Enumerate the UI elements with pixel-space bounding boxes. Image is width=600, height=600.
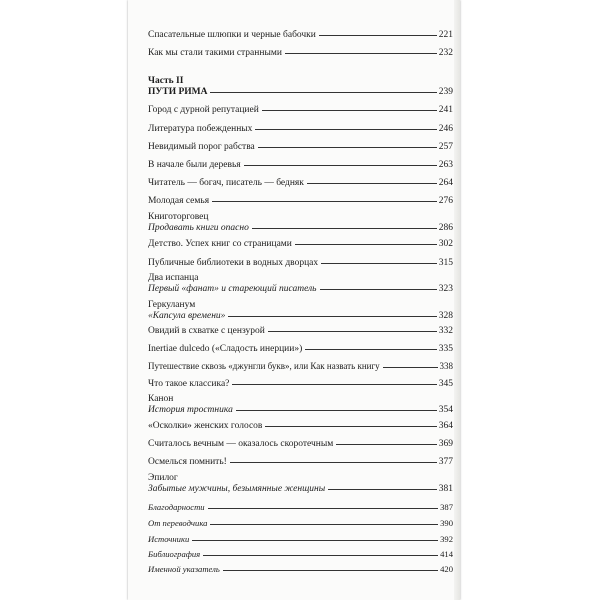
toc-entry (148, 284, 453, 295)
toc-entry-title: История тростника (148, 405, 233, 415)
toc-entry-title: Молодая семья (148, 196, 210, 206)
toc-entry-title: Невидимый порог рабства (148, 142, 255, 152)
toc-entry (148, 239, 453, 250)
leader-line (212, 201, 437, 202)
toc-entry-title: Детство. Успех книг со страницами (148, 239, 292, 249)
leader-line (203, 555, 438, 556)
leader-line (383, 367, 438, 368)
toc-entry-title: Публичные библиотеки в водных дворцах (148, 258, 319, 268)
toc-entry-page: 345 (438, 379, 453, 389)
toc-entry (148, 439, 453, 450)
toc-entry-title: Что такое классика? (148, 379, 230, 389)
toc-entry-page: 246 (438, 124, 453, 134)
leader-line (320, 289, 437, 290)
leader-line (210, 92, 436, 93)
toc-entry-title: От переводчика (148, 518, 208, 528)
toc-section-heading: Канон (148, 394, 174, 404)
toc-entry (148, 344, 453, 355)
toc-entry-page: 239 (438, 87, 453, 97)
part-label: Часть II (148, 76, 184, 86)
toc-entry-page: 369 (438, 439, 453, 449)
toc-entry (148, 196, 453, 207)
toc-entry (148, 484, 453, 495)
leader-line (252, 228, 437, 229)
leader-line (223, 570, 438, 571)
leader-line (295, 244, 437, 245)
toc-entry-title: Спасательные шлюпки и черные бабочки (148, 30, 316, 40)
toc-entry-page: 286 (438, 223, 453, 233)
toc-entry (148, 124, 453, 135)
toc-entry (148, 48, 453, 59)
leader-line (262, 110, 437, 111)
toc-entry-title: Благодарности (148, 502, 205, 512)
toc-entry-title: Первый «фанат» и стареющий писатель (148, 284, 317, 294)
toc-entry (148, 534, 453, 545)
toc-entry-page: 390 (440, 518, 453, 528)
toc-entry-page: 338 (439, 361, 453, 371)
toc-entry-page: 276 (438, 196, 453, 206)
toc-entry-title: Считалось вечным — оказалось скоротечным (148, 439, 334, 449)
toc-entry-page: 232 (438, 48, 453, 58)
toc-entry (148, 178, 453, 189)
toc-entry (148, 405, 453, 416)
leader-line (208, 508, 439, 509)
toc-entry (148, 457, 453, 468)
toc-section-heading: Книготорговец (148, 212, 209, 222)
toc-entry-page: 414 (440, 549, 453, 559)
page-edge-shadow (454, 0, 460, 600)
toc-entry (148, 421, 453, 432)
toc-entry-page: 302 (438, 239, 453, 249)
toc-entry (148, 105, 453, 116)
leader-line (268, 331, 437, 332)
leader-line (210, 524, 438, 525)
toc-entry (148, 518, 453, 529)
toc-entry-title: «Капсула времени» (148, 311, 226, 321)
leader-line (265, 426, 436, 427)
toc-entry (148, 549, 453, 560)
toc-entry-page: 387 (440, 502, 453, 512)
toc-entry (148, 87, 453, 98)
leader-line (321, 263, 437, 264)
toc-entry (148, 223, 453, 234)
leader-line (236, 410, 437, 411)
toc-entry (148, 326, 453, 337)
toc-section-heading: Эпилог (148, 473, 178, 483)
toc-entry-title: Библиография (148, 549, 201, 559)
toc-section-heading: Геркуланум (148, 300, 196, 310)
toc-entry (148, 142, 453, 153)
toc-entry (148, 30, 453, 41)
leader-line (192, 540, 438, 541)
toc-entry-page: 328 (438, 311, 453, 321)
leader-line (336, 444, 437, 445)
toc-entry (148, 361, 453, 372)
toc-entry-page: 392 (440, 534, 453, 544)
leader-line (228, 316, 436, 317)
toc-entry-page: 381 (438, 484, 453, 494)
leader-line (232, 384, 436, 385)
leader-line (307, 183, 437, 184)
toc-entry (148, 379, 453, 390)
toc-entry-page: 257 (438, 142, 453, 152)
leader-line (285, 53, 437, 54)
leader-line (258, 147, 437, 148)
toc-entry-page: 332 (438, 326, 453, 336)
toc-entry-title: Забытые мужчины, безымянные женщины (148, 484, 326, 494)
toc-entry-title: Именной указатель (148, 564, 220, 574)
leader-line (255, 129, 436, 130)
toc-entry-title: Источники (148, 534, 190, 544)
toc-entry (148, 160, 453, 171)
toc-entry-title: В начале были деревья (148, 160, 241, 170)
part-title: ПУТИ РИМА (148, 87, 208, 97)
toc-entry-title: Литература побежденных (148, 124, 253, 134)
toc-entry-title: Город с дурной репутацией (148, 105, 259, 115)
toc-entry-title: Овидий в схватке с цензурой (148, 326, 265, 336)
toc-section-heading: Два испанца (148, 273, 199, 283)
toc-entry-page: 221 (438, 30, 453, 40)
toc-entry-page: 264 (438, 178, 453, 188)
toc-entry-page: 315 (438, 258, 453, 268)
leader-line (244, 165, 437, 166)
toc-entry-title: Читатель — богач, писатель — бедняк (148, 178, 304, 188)
toc-entry-page: 364 (438, 421, 453, 431)
toc-entry-page: 263 (438, 160, 453, 170)
toc-entry (148, 258, 453, 269)
toc-entry-title: Путешествие сквозь «джунгли букв», или Как назвать книгу (148, 361, 380, 371)
leader-line (319, 35, 437, 36)
toc-entry-page: 335 (438, 344, 453, 354)
leader-line (230, 462, 437, 463)
toc-entry (148, 311, 453, 322)
leader-line (305, 349, 437, 350)
toc-entry-title: «Осколки» женских голосов (148, 421, 263, 431)
toc-entry-title: Продавать книги опасно (148, 223, 249, 233)
toc-entry-title: Inertiae dulcedo («Сладость инерции») (148, 344, 303, 354)
toc-entry (148, 502, 453, 513)
toc-entry (148, 564, 453, 575)
toc-entry-page: 420 (440, 564, 453, 574)
toc-entry-page: 377 (438, 457, 453, 467)
toc-entry-page: 323 (438, 284, 453, 294)
leader-line (328, 489, 437, 490)
toc-entry-title: Как мы стали такими странными (148, 48, 282, 58)
toc-entry-page: 241 (438, 105, 453, 115)
toc-entry-title: Осмелься помнить! (148, 457, 227, 467)
toc-entry-page: 354 (438, 405, 453, 415)
